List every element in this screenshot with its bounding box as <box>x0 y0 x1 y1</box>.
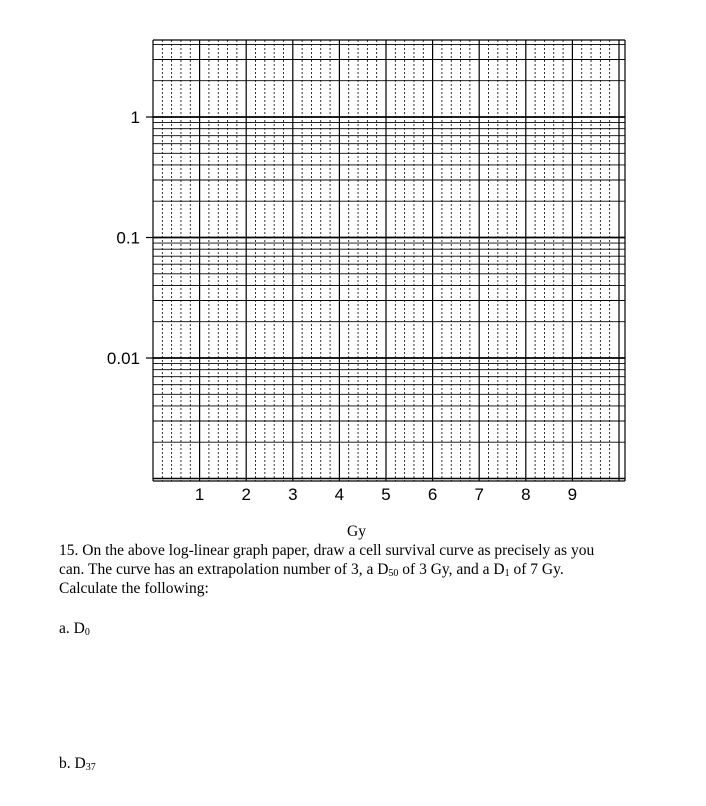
x-tick-label: 4 <box>334 485 345 500</box>
question-line-3: Calculate the following: <box>59 580 209 597</box>
x-tick-label: 2 <box>241 485 251 500</box>
x-tick-label: 8 <box>521 485 531 500</box>
question-line-2: can. The curve has an extrapolation number of 3, a $D_{50}$ of 3 Gy, and a $D_1$ of 7 Gy. <box>59 561 564 579</box>
question-15-text <box>59 541 679 598</box>
x-tick-label: 1 <box>194 485 205 500</box>
part-a-prompt: a. $D_0$ <box>59 620 90 638</box>
part-b-prompt: b. $D_{37}$ <box>59 755 96 773</box>
y-axis-tick-labels <box>107 108 140 368</box>
x-tick-label: 6 <box>427 485 438 500</box>
y-tick-label: 0.01 <box>106 349 140 368</box>
x-tick-label: 5 <box>381 485 391 500</box>
question-line-1: 15. On the above log-linear graph paper, draw a cell survival curve as precisely as you <box>59 542 595 559</box>
grid-lines <box>146 40 625 481</box>
x-tick-label: 7 <box>474 485 484 500</box>
x-axis-tick-labels <box>195 485 577 500</box>
x-tick-label: 9 <box>567 485 578 500</box>
x-tick-label: 3 <box>288 485 298 500</box>
x-axis-label: Gy <box>347 523 366 540</box>
y-tick-label: 1 <box>130 108 140 127</box>
y-tick-label: 0.1 <box>116 228 140 248</box>
